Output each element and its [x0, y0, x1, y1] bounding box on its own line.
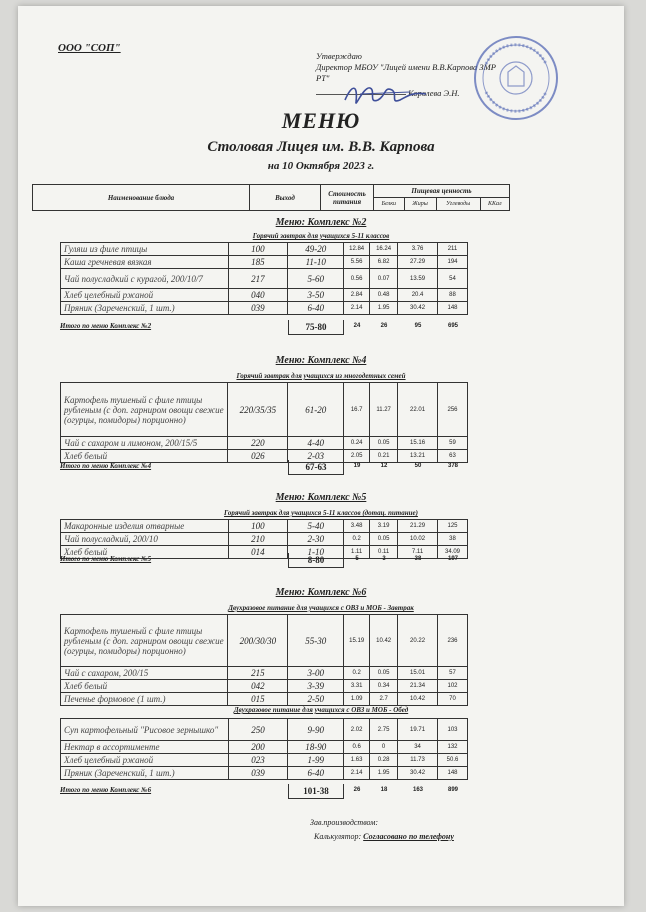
total-kcal: 899 — [447, 787, 458, 793]
dish-carbs: 10.42 — [398, 693, 438, 706]
dish-protein: 0.56 — [344, 269, 370, 289]
table-row — [61, 243, 468, 256]
dish-kcal: 194 — [438, 256, 468, 269]
dish-output: 023 — [228, 754, 288, 767]
dish-kcal: 256 — [438, 383, 468, 437]
menu-table — [60, 242, 468, 315]
dish-kcal: 211 — [438, 243, 468, 256]
section-title: Меню: Комплекс №4 — [275, 355, 367, 366]
section-title: Меню: Комплекс №2 — [275, 217, 367, 228]
dish-output: 217 — [228, 269, 288, 289]
dish-protein: 16.7 — [344, 383, 370, 437]
page-title: МЕНЮ — [281, 108, 361, 133]
dish-kcal: 57 — [438, 667, 468, 680]
total-label: Итого по меню Комплекс №6 — [60, 786, 152, 794]
dish-name: Хлеб белый — [61, 546, 229, 559]
dish-fat: 0.07 — [370, 269, 398, 289]
dish-carbs: 20.22 — [398, 615, 438, 667]
dish-protein: 1.63 — [344, 754, 370, 767]
dish-carbs: 30.42 — [398, 302, 438, 315]
dish-name: Пряник (Зареченский, 1 шт.) — [61, 302, 229, 315]
total-fat: 3 — [382, 556, 386, 562]
production-manager-label: Зав.производством: — [310, 818, 379, 827]
dish-kcal: 125 — [438, 520, 468, 533]
total-carbs: 38 — [414, 556, 422, 562]
signer-name: Королева Э.Н. — [408, 88, 460, 98]
total-protein: 26 — [353, 787, 361, 793]
calculator-line — [314, 832, 454, 841]
dish-price: 55-30 — [288, 615, 344, 667]
table-row — [61, 741, 468, 754]
dish-fat: 0.11 — [370, 546, 398, 559]
approval-line-2: Директор МБОУ "Лицей имени В.В.Карпова ЗМР — [316, 62, 496, 72]
dish-name: Каша гречневая вязкая — [61, 256, 229, 269]
dish-carbs: 21.34 — [398, 680, 438, 693]
col-protein: Белки — [374, 198, 405, 211]
approval-line-1: Утверждаю — [316, 51, 362, 61]
dish-fat: 0.48 — [370, 289, 398, 302]
dish-protein: 0.2 — [344, 667, 370, 680]
dish-kcal: 59 — [438, 437, 468, 450]
dish-fat: 2.7 — [370, 693, 398, 706]
dish-kcal: 63 — [438, 450, 468, 463]
dish-fat: 16.24 — [370, 243, 398, 256]
dish-price: 11-10 — [288, 256, 344, 269]
dish-name: Гуляш из филе птицы — [61, 243, 229, 256]
dish-output: 215 — [228, 667, 288, 680]
dish-fat: 1.95 — [370, 302, 398, 315]
dish-carbs: 34 — [398, 741, 438, 754]
menu-table — [60, 382, 468, 463]
table-row — [61, 533, 468, 546]
group-title: Горячий завтрак для учащихся 5-11 классов — [252, 232, 390, 240]
table-row — [61, 719, 468, 741]
dish-output: 210 — [228, 533, 288, 546]
dish-output: 200 — [228, 741, 288, 754]
dish-fat: 0.05 — [370, 533, 398, 546]
dish-fat: 11.27 — [370, 383, 398, 437]
table-row — [61, 269, 468, 289]
table-row — [61, 615, 468, 667]
table-row — [61, 437, 468, 450]
dish-protein: 3.31 — [344, 680, 370, 693]
total-label: Итого по меню Комплекс №5 — [60, 555, 152, 563]
dish-name: Чай с сахаром, 200/15 — [61, 667, 228, 680]
dish-kcal: 50.6 — [437, 754, 467, 767]
dish-fat: 0.34 — [370, 680, 398, 693]
dish-protein: 2.14 — [344, 302, 370, 315]
dish-output: 100 — [228, 243, 288, 256]
dish-output: 185 — [228, 256, 288, 269]
dish-carbs: 20.4 — [398, 289, 438, 302]
table-row — [61, 520, 468, 533]
dish-protein: 1.11 — [344, 546, 370, 559]
total-fat: 18 — [380, 787, 388, 793]
col-fat: Жиры — [404, 198, 436, 211]
dish-name: Хлеб целебный ржаной — [61, 754, 229, 767]
dish-kcal: 38 — [438, 533, 468, 546]
dish-price: 4-40 — [288, 437, 344, 450]
dish-fat: 10.42 — [370, 615, 398, 667]
total-price: 75-80 — [288, 320, 344, 335]
dish-price: 9-90 — [288, 719, 344, 741]
dish-fat: 6.82 — [370, 256, 398, 269]
dish-price: 61-20 — [288, 383, 344, 437]
dish-kcal: 132 — [437, 741, 467, 754]
dish-kcal: 54 — [438, 269, 468, 289]
dish-fat: 0.28 — [370, 754, 398, 767]
section-title: Меню: Комплекс №5 — [275, 492, 367, 503]
total-carbs: 50 — [414, 463, 422, 469]
dish-kcal: 148 — [437, 767, 467, 780]
dish-protein: 2.02 — [344, 719, 370, 741]
menu-table — [60, 519, 468, 559]
dish-kcal: 148 — [438, 302, 468, 315]
dish-name: Хлеб целебный ржаной — [61, 289, 229, 302]
dish-protein: 0.6 — [344, 741, 370, 754]
dish-carbs: 3.76 — [398, 243, 438, 256]
dish-price: 2-03 — [288, 450, 344, 463]
dish-price: 1-10 — [288, 546, 344, 559]
total-protein: 5 — [355, 556, 359, 562]
total-protein: 24 — [353, 323, 361, 329]
total-carbs: 163 — [412, 787, 423, 793]
table-row — [61, 680, 468, 693]
dish-name: Картофель тушеный с филе птицы рубленым (с доп. гарниром овощи свежие (огурцы, помидоры) порционно) — [61, 615, 228, 667]
agreed-by-phone: Согласовано по телефону — [363, 832, 454, 841]
dish-fat: 0.05 — [370, 667, 398, 680]
dish-price: 18-90 — [288, 741, 344, 754]
approval-line-3: РТ" — [316, 73, 330, 83]
dish-protein: 1.09 — [344, 693, 370, 706]
dish-protein: 0.2 — [344, 533, 370, 546]
total-fat: 26 — [380, 323, 388, 329]
dish-fat: 3.19 — [370, 520, 398, 533]
dish-kcal: 103 — [437, 719, 467, 741]
dish-kcal: 236 — [438, 615, 468, 667]
total-fat: 12 — [380, 463, 388, 469]
dish-output: 014 — [228, 546, 288, 559]
dish-fat: 0.05 — [370, 437, 398, 450]
dish-protein: 0.24 — [344, 437, 370, 450]
section-title: Меню: Комплекс №6 — [275, 587, 367, 598]
canteen-name: Столовая Лицея им. В.В. Карпова — [207, 139, 435, 155]
dish-name: Чай полусладкий, 200/10 — [61, 533, 229, 546]
col-kcal: ККал — [480, 198, 509, 211]
dish-output: 200/30/30 — [228, 615, 288, 667]
column-header-table — [32, 184, 510, 211]
col-carbs: Углеводы — [436, 198, 480, 211]
dish-output: 040 — [228, 289, 288, 302]
dish-output: 220 — [228, 437, 288, 450]
table-row — [61, 383, 468, 437]
handwritten-signature — [340, 78, 430, 110]
dish-price: 3-39 — [288, 680, 344, 693]
table-row — [61, 693, 468, 706]
dish-price: 6-40 — [288, 302, 344, 315]
dish-protein: 2.84 — [344, 289, 370, 302]
dish-price: 5-40 — [288, 520, 344, 533]
dish-fat: 0.21 — [370, 450, 398, 463]
dish-price: 2-30 — [288, 533, 344, 546]
col-nutrition: Пищевая ценность — [374, 185, 510, 198]
dish-protein: 5.56 — [344, 256, 370, 269]
dish-output: 015 — [228, 693, 288, 706]
dish-price: 1-99 — [288, 754, 344, 767]
dish-name: Чай с сахаром и лимоном, 200/15/5 — [61, 437, 228, 450]
group-title: Двухразовое питание для учащихся с ОВЗ и МОБ - Завтрак — [228, 604, 414, 612]
dish-carbs: 11.73 — [398, 754, 438, 767]
total-kcal: 197 — [447, 556, 458, 562]
menu-document — [18, 6, 624, 906]
col-price: Стоимость питания — [321, 185, 374, 211]
dish-kcal: 102 — [438, 680, 468, 693]
dish-name: Макаронные изделия отварные — [61, 520, 229, 533]
total-label: Итого по меню Комплекс №2 — [60, 322, 152, 330]
table-row — [61, 767, 468, 780]
dish-carbs: 10.02 — [398, 533, 438, 546]
dish-fat: 2.75 — [370, 719, 398, 741]
dish-price: 2-50 — [288, 693, 344, 706]
dish-price: 3-50 — [288, 289, 344, 302]
dish-output: 039 — [228, 767, 288, 780]
table-row — [61, 754, 468, 767]
dish-name: Хлеб белый — [61, 680, 228, 693]
dish-fat: 0 — [370, 741, 398, 754]
dish-kcal: 34.09 — [438, 546, 468, 559]
menu-date: на 10 Октября 2023 г. — [267, 160, 375, 172]
total-label: Итого по меню Комплекс №4 — [60, 462, 152, 470]
col-name: Наименование блюда — [33, 185, 250, 211]
dish-output: 100 — [228, 520, 288, 533]
dish-carbs: 13.59 — [398, 269, 438, 289]
table-row — [61, 256, 468, 269]
dish-name: Картофель тушеный с филе птицы рубленым (с доп. гарниром овощи свежие (огурцы, помидоры) порционно) — [61, 383, 228, 437]
dish-kcal: 88 — [438, 289, 468, 302]
dish-carbs: 15.01 — [398, 667, 438, 680]
table-row — [61, 289, 468, 302]
dish-protein: 2.14 — [344, 767, 370, 780]
dish-output: 250 — [228, 719, 288, 741]
table-row — [61, 302, 468, 315]
total-protein: 19 — [353, 463, 361, 469]
dish-carbs: 15.16 — [398, 437, 438, 450]
table-row — [61, 667, 468, 680]
dish-output: 042 — [228, 680, 288, 693]
dish-carbs: 13.21 — [398, 450, 438, 463]
group-title: Горячий завтрак для учащихся из многодетных семей — [236, 372, 406, 380]
dish-output: 220/35/35 — [228, 383, 288, 437]
organization-name: ООО "СОП" — [58, 42, 121, 54]
dish-protein: 15.19 — [344, 615, 370, 667]
dish-output: 039 — [228, 302, 288, 315]
menu-table — [60, 718, 468, 780]
dish-carbs: 22.01 — [398, 383, 438, 437]
group-title: Горячий завтрак для учащихся 5-11 классов (дотац. питание) — [224, 509, 418, 517]
total-price: 8-80 — [288, 553, 344, 568]
dish-name: Суп картофельный "Рисовое зернышко" — [61, 719, 229, 741]
menu-table — [60, 614, 468, 706]
table-row — [61, 450, 468, 463]
dish-carbs: 19.71 — [398, 719, 438, 741]
dish-price: 3-00 — [288, 667, 344, 680]
dish-carbs: 7.11 — [398, 546, 438, 559]
dish-kcal: 70 — [438, 693, 468, 706]
dish-protein: 3.48 — [344, 520, 370, 533]
dish-price: 5-60 — [288, 269, 344, 289]
dish-name: Нектар в ассортименте — [61, 741, 229, 754]
dish-carbs: 21.29 — [398, 520, 438, 533]
dish-protein: 12.84 — [344, 243, 370, 256]
group-title: Двухразовое питание для учащихся с ОВЗ и МОБ - Обед — [233, 706, 409, 714]
dish-fat: 1.95 — [370, 767, 398, 780]
dish-price: 6-40 — [288, 767, 344, 780]
total-price: 67-63 — [288, 460, 344, 475]
total-kcal: 378 — [447, 463, 458, 469]
dish-name: Печенье формовое (1 шт.) — [61, 693, 228, 706]
dish-name: Хлеб белый — [61, 450, 228, 463]
calculator-label: Калькулятор: — [314, 832, 362, 841]
dish-output: 026 — [228, 450, 288, 463]
total-price: 101-38 — [288, 784, 344, 799]
total-kcal: 695 — [447, 323, 458, 329]
col-output: Выход — [250, 185, 321, 211]
dish-name: Чай полусладкий с курагой, 200/10/7 — [61, 269, 229, 289]
total-carbs: 95 — [414, 323, 422, 329]
dish-protein: 2.05 — [344, 450, 370, 463]
dish-name: Пряник (Зареченский, 1 шт.) — [61, 767, 229, 780]
dish-carbs: 27.29 — [398, 256, 438, 269]
dish-price: 49-20 — [288, 243, 344, 256]
dish-carbs: 30.42 — [398, 767, 438, 780]
